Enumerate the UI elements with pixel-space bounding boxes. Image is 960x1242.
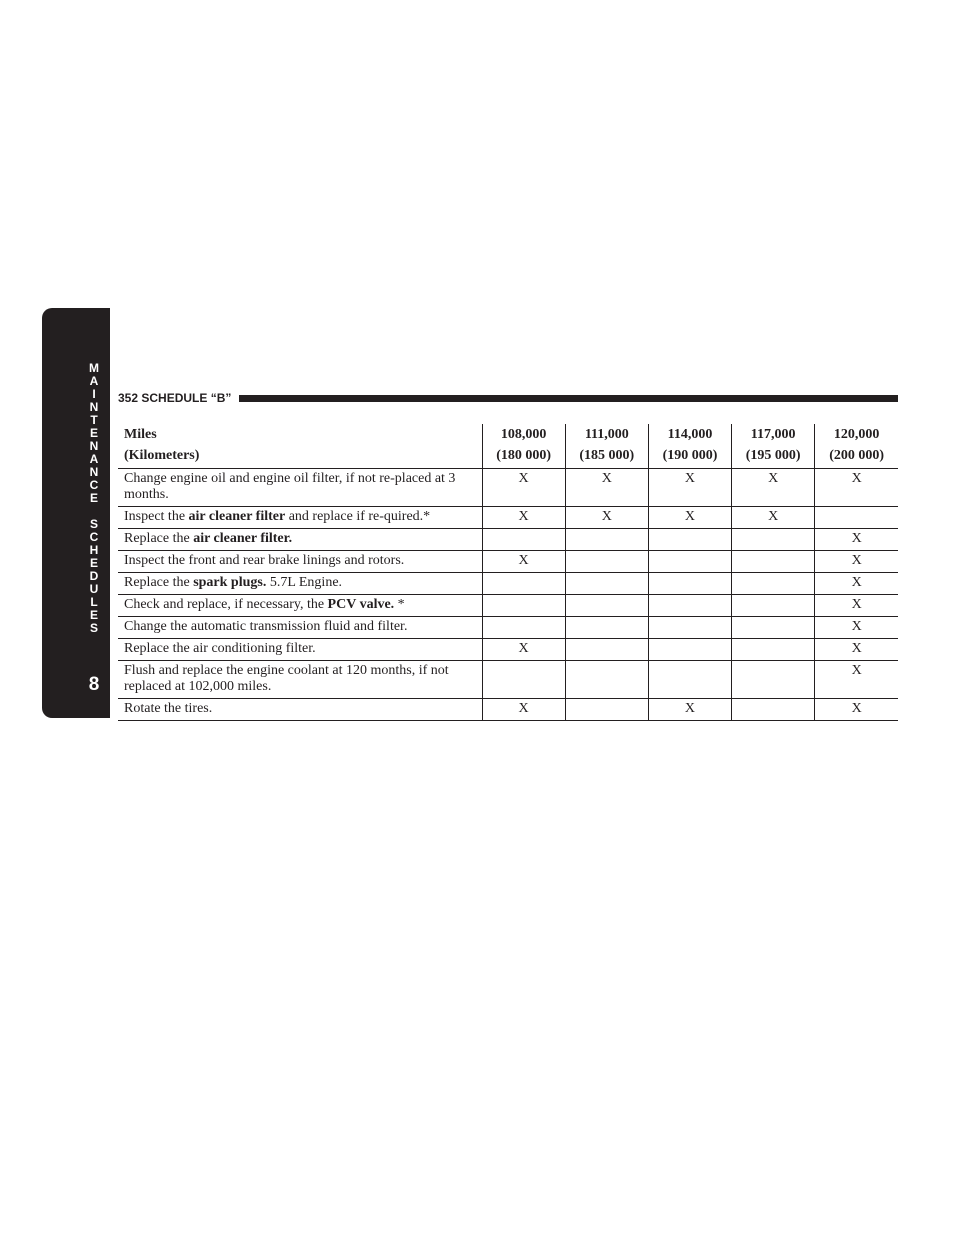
service-item-emphasis: PCV valve. (327, 597, 395, 612)
table-row (118, 551, 898, 573)
interval-mark (648, 529, 731, 551)
interval-mark: X (732, 469, 815, 507)
interval-kilometers: (200 000) (829, 448, 885, 463)
service-item-text: Inspect the (124, 509, 189, 524)
side-letter: I (92, 387, 96, 401)
interval-mark (732, 529, 815, 551)
interval-miles: 108,000 (500, 427, 547, 442)
side-letter: T (90, 413, 98, 427)
side-letter: A (89, 374, 99, 388)
interval-mark: X (648, 507, 731, 529)
table-row (118, 617, 898, 639)
service-item (118, 617, 482, 639)
interval-mark (732, 573, 815, 595)
interval-mark: X (815, 661, 898, 699)
interval-mark (648, 617, 731, 639)
interval-mark (732, 595, 815, 617)
column-header-interval (815, 424, 898, 469)
interval-mark (565, 699, 648, 721)
interval-mark (482, 529, 565, 551)
interval-mark: X (815, 699, 898, 721)
interval-kilometers: (190 000) (662, 448, 718, 463)
side-letter: N (89, 465, 99, 479)
service-item-emphasis: air cleaner filter (188, 509, 286, 524)
service-item-text: * (394, 597, 405, 612)
table-row (118, 507, 898, 529)
side-letter: D (89, 569, 99, 583)
service-item (118, 507, 482, 529)
page-number-and-section-title: 352 SCHEDULE “B” (118, 391, 232, 405)
maintenance-schedule-table (118, 424, 898, 721)
table-row (118, 639, 898, 661)
side-letter: L (90, 595, 98, 609)
side-letter: A (89, 452, 99, 466)
column-header-service (118, 424, 482, 469)
column-header-interval (648, 424, 731, 469)
interval-mark: X (482, 639, 565, 661)
table-row (118, 573, 898, 595)
column-header-interval (565, 424, 648, 469)
service-item-text: Flush and replace the engine coolant at 120 months, if not replaced at 102,000 miles. (124, 663, 449, 694)
interval-mark: X (732, 507, 815, 529)
interval-miles: 111,000 (584, 427, 629, 442)
service-item (118, 573, 482, 595)
interval-mark: X (482, 469, 565, 507)
interval-mark (732, 639, 815, 661)
column-header-interval (732, 424, 815, 469)
side-letter: E (89, 608, 98, 622)
interval-kilometers: (185 000) (579, 448, 635, 463)
interval-mark (648, 639, 731, 661)
service-item-text: Replace the (124, 531, 194, 546)
table-body (118, 469, 898, 721)
service-item (118, 551, 482, 573)
interval-mark (565, 573, 648, 595)
side-letter: U (89, 582, 99, 596)
interval-mark: X (565, 507, 648, 529)
service-item (118, 469, 482, 507)
interval-mark (648, 661, 731, 699)
table-header-row (118, 424, 898, 469)
interval-kilometers: (195 000) (745, 448, 801, 463)
service-item-text: Change the automatic transmission fluid and filter. (124, 619, 408, 634)
side-letter: S (89, 517, 98, 531)
interval-mark: X (815, 469, 898, 507)
side-letter: E (89, 426, 98, 440)
side-letter: E (89, 491, 98, 505)
service-item-text: Replace the air conditioning filter. (124, 641, 316, 656)
interval-mark: X (815, 617, 898, 639)
side-letter: H (89, 543, 99, 557)
service-item-text: Replace the (124, 575, 194, 590)
side-letter: M (89, 361, 99, 375)
interval-mark (482, 595, 565, 617)
service-item (118, 699, 482, 721)
interval-mark (565, 595, 648, 617)
table-row (118, 595, 898, 617)
service-item-text: Inspect the front and rear brake linings and rotors. (124, 553, 405, 568)
interval-mark: X (648, 469, 731, 507)
header-miles-label: Miles (124, 427, 157, 442)
interval-miles: 120,000 (833, 427, 880, 442)
interval-mark: X (565, 469, 648, 507)
service-item-text: Change engine oil and engine oil filter, if not re-placed at 3 months. (124, 471, 456, 502)
table-row (118, 699, 898, 721)
interval-mark: X (648, 699, 731, 721)
service-item (118, 661, 482, 699)
side-letter: S (89, 621, 98, 635)
service-item-text: 5.7L Engine. (266, 575, 343, 590)
header-rule (239, 395, 898, 402)
service-item-emphasis: spark plugs. (193, 575, 267, 590)
interval-mark (565, 639, 648, 661)
interval-mark (565, 529, 648, 551)
table-row (118, 469, 898, 507)
interval-mark (482, 573, 565, 595)
service-item-emphasis: air cleaner filter. (193, 531, 293, 546)
interval-mark (648, 595, 731, 617)
interval-mark: X (482, 507, 565, 529)
interval-mark: X (815, 573, 898, 595)
interval-mark (565, 551, 648, 573)
interval-mark (565, 617, 648, 639)
column-header-interval (482, 424, 565, 469)
chapter-number: 8 (88, 674, 100, 695)
interval-mark (482, 617, 565, 639)
interval-mark (732, 661, 815, 699)
interval-mark: X (482, 551, 565, 573)
interval-mark (648, 573, 731, 595)
interval-miles: 117,000 (750, 427, 796, 442)
header-kilometers-label: (Kilometers) (124, 448, 200, 463)
service-item (118, 595, 482, 617)
side-letter: N (89, 400, 99, 414)
interval-miles: 114,000 (667, 427, 713, 442)
side-letter: C (89, 478, 99, 492)
service-item-text: and replace if re-quired.* (285, 509, 431, 524)
table-row (118, 661, 898, 699)
chapter-side-label (84, 362, 104, 635)
side-letter: E (89, 556, 98, 570)
interval-mark: X (482, 699, 565, 721)
interval-mark: X (815, 529, 898, 551)
interval-mark (732, 617, 815, 639)
interval-mark: X (815, 551, 898, 573)
service-item (118, 639, 482, 661)
side-letter: N (89, 439, 99, 453)
service-item-text: Check and replace, if necessary, the (124, 597, 328, 612)
interval-mark (732, 551, 815, 573)
interval-mark (565, 661, 648, 699)
interval-mark (648, 551, 731, 573)
table-row (118, 529, 898, 551)
interval-mark: X (815, 595, 898, 617)
interval-mark: X (815, 639, 898, 661)
interval-mark (815, 507, 898, 529)
interval-kilometers: (180 000) (496, 448, 552, 463)
interval-mark (732, 699, 815, 721)
service-item-text: Rotate the tires. (124, 701, 213, 716)
running-head (118, 390, 898, 406)
interval-mark (482, 661, 565, 699)
side-letter: C (89, 530, 99, 544)
service-item (118, 529, 482, 551)
